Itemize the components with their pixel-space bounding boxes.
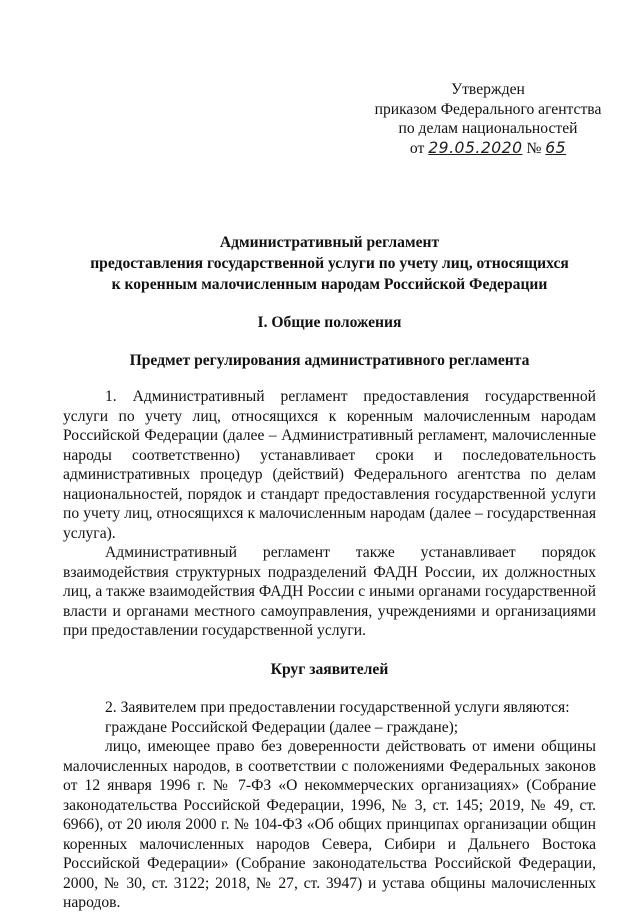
paragraph-1: 1. Административный регламент предоставления государственной услуги по учету лиц, относящихся к коренным малочисленным народам Российской Федерации (далее – Административный регламент, малочисленные народы соответственно) устанавливает сроки и последовательность административных процедур (действий) Федерального агентства по делам национальностей, порядок и стандарт предоставления государственной услуги по учету лиц, относящихся к малочисленным народам (далее – государственная услуга). <box>63 388 596 542</box>
approval-line-order: приказом Федерального агентства <box>374 100 602 118</box>
section-heading-general: I. Общие положения <box>257 314 402 331</box>
handwritten-number: 65 <box>545 138 567 157</box>
approval-line-approved: Утвержден <box>451 81 525 98</box>
paragraph-4: граждане Российской Федерации (далее – граждане); <box>105 718 459 736</box>
section-subheading-subject: Предмет регулирования административного регламента <box>129 351 530 369</box>
paragraph-3: 2. Заявителем при предоставлении государственной услуги являются: <box>105 699 570 716</box>
document-body <box>63 232 596 913</box>
approval-line-agency: по делам национальностей <box>398 120 578 137</box>
number-prefix: № <box>526 139 542 157</box>
paragraph-5: лицо, имеющее право без доверенности действовать от имени общины малочисленных народов, в соответствии с положениями Федеральных законов от 12 января 1996 г. № 7-ФЗ «О некоммерческих организациях» (Собрание законодательства Российской Федерации, 1996, № 3, ст. 145; 2019, № 49, ст. 6966), от 20 июля 2000 г. № 104-ФЗ «Об общих принципах организации общин коренных малочисленных народов Севера, Сибири и Дальнего Востока Российской Федерации» (Собрание законодательства Российской Федерации, 2000, № 30, ст. 3122; 2018, № 27, ст. 3947) и устава общины малочисленных народов. <box>63 738 596 911</box>
section-heading-applicants: Круг заявителей <box>270 660 389 678</box>
approval-date-line <box>368 139 608 159</box>
document-title <box>63 232 596 295</box>
date-prefix: от <box>409 139 425 157</box>
approval-stamp <box>368 80 608 158</box>
paragraph-2: Административный регламент также устанавливает порядок взаимодействия структурных подразделений ФАДН России, их должностных лиц, а также взаимодействия ФАДН России с иными органами государственной власти и органами местного самоуправления, учреждениями и организациями при предоставлении государственной услуги. <box>63 544 596 639</box>
title-line-1: Административный регламент <box>219 234 440 251</box>
handwritten-date: 29.05.2020 <box>428 138 523 157</box>
title-line-3: к коренным малочисленным народам Российской Федерации <box>111 276 548 293</box>
title-line-2: предоставления государственной услуги по учету лиц, относящихся <box>90 255 569 272</box>
